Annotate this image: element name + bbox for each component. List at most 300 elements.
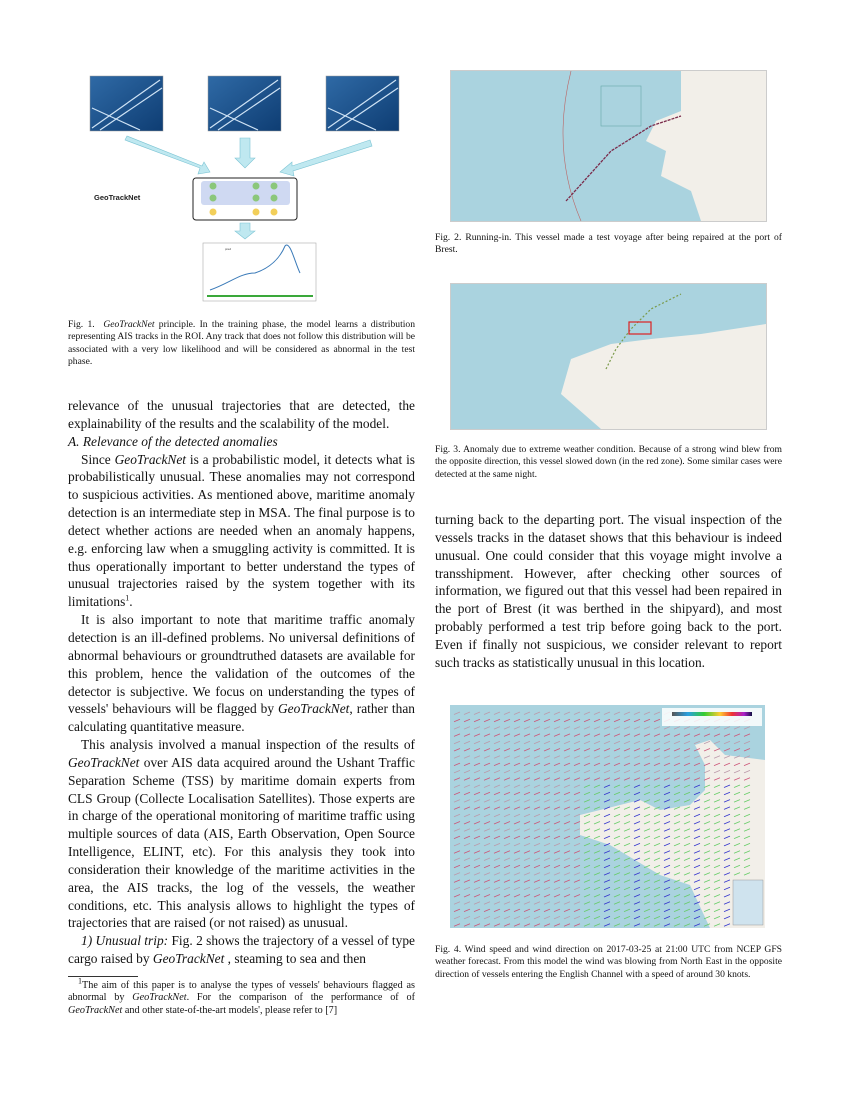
wind-barb: [474, 895, 480, 898]
wind-barb: [574, 836, 580, 839]
wind-barb: [574, 822, 580, 825]
wind-barb: [554, 785, 560, 788]
wind-barb: [684, 778, 690, 781]
wind-barb: [464, 829, 470, 832]
wind-barb: [644, 887, 650, 890]
wind-barb: [474, 916, 480, 919]
wind-barb: [484, 792, 490, 795]
wind-barb: [464, 880, 470, 883]
wind-barb: [594, 873, 600, 876]
wind-barb: [474, 843, 480, 846]
chart-legend: pred: [225, 247, 232, 251]
wind-barb: [494, 902, 500, 905]
wind-barb: [594, 851, 600, 854]
wind-barb: [634, 902, 640, 905]
wind-barb: [534, 887, 540, 890]
wind-barb: [604, 734, 610, 737]
wind-barb: [634, 895, 640, 898]
wind-barb: [554, 770, 560, 773]
wind-barb: [484, 858, 490, 861]
wind-barb: [584, 843, 590, 846]
wind-barb: [724, 734, 730, 737]
wind-barb: [454, 814, 460, 817]
wind-barb: [594, 909, 600, 912]
wind-barb: [524, 712, 530, 715]
wind-barb: [624, 924, 630, 927]
wind-barb: [564, 822, 570, 825]
wind-barb: [654, 741, 660, 744]
wind-barb: [594, 727, 600, 730]
wind-barb: [544, 734, 550, 737]
wind-barb: [564, 712, 570, 715]
wind-barb: [544, 916, 550, 919]
wind-barb: [534, 843, 540, 846]
wind-barb: [514, 822, 520, 825]
wind-barb: [484, 814, 490, 817]
wind-barb: [494, 770, 500, 773]
wind-barb: [644, 763, 650, 766]
wind-barb: [484, 734, 490, 737]
wind-barb: [644, 873, 650, 876]
wind-barb: [634, 734, 640, 737]
wind-barb: [534, 770, 540, 773]
wind-barb: [664, 895, 670, 898]
figure-2-map: [450, 70, 767, 222]
wind-barb: [454, 873, 460, 876]
wind-barb: [534, 741, 540, 744]
wind-barb: [454, 712, 460, 715]
wind-barb: [504, 814, 510, 817]
wind-barb: [564, 865, 570, 868]
track-plot-2: [208, 76, 281, 131]
wind-barb: [684, 756, 690, 759]
wind-barb: [524, 865, 530, 868]
wind-barb: [494, 895, 500, 898]
wind-barb: [534, 785, 540, 788]
wind-barb: [484, 756, 490, 759]
wind-barb: [554, 763, 560, 766]
wind-barb: [644, 770, 650, 773]
wind-barb: [584, 785, 590, 788]
wind-barb: [664, 778, 670, 781]
wind-barb: [694, 727, 700, 730]
wind-barb: [514, 712, 520, 715]
wind-barb: [474, 792, 480, 795]
wind-barb: [494, 741, 500, 744]
wind-barb: [584, 770, 590, 773]
wind-barb: [504, 916, 510, 919]
paragraph: turning back to the departing port. The visual inspection of the vessels tracks in the dataset shows that this behaviour is indeed unusual. One could consider that this voyage might involve a transshipment. However, after checking other sources of information, we figured out that this vessel had been repaired in the port of Brest (it was berthed in the shipyard), and most probably performed a test trip before going back to the port. Even if finally not suspicious, we consider relevant to report such tracks as statistically unusual in this location.: [435, 512, 782, 670]
wind-barb: [514, 895, 520, 898]
wind-barb: [504, 836, 510, 839]
wind-barb: [534, 807, 540, 810]
wind-barb: [494, 756, 500, 759]
wind-barb: [604, 909, 610, 912]
wind-barb: [574, 756, 580, 759]
arrow-icon: [125, 136, 210, 174]
wind-barb: [544, 807, 550, 810]
figure-1-caption: Fig. 1. GeoTrackNet principle. In the training phase, the model learns a distribution representing AIS tracks in the ROI. Any track that does not follow this distribution will be associated with a very low likelihood and will be considered as abnormal in the test phase.: [68, 319, 415, 367]
wind-barb: [494, 887, 500, 890]
wind-barb: [614, 770, 620, 773]
wind-barb: [474, 814, 480, 817]
wind-barb: [454, 924, 460, 927]
paragraph: 1) Unusual trip: Fig. 2 shows the trajectory of a vessel of type cargo raised by GeoTrackNet , steaming to sea and then: [68, 933, 415, 967]
wind-barb: [544, 814, 550, 817]
wind-barb: [584, 763, 590, 766]
wind-barb: [614, 712, 620, 715]
wind-barb: [544, 756, 550, 759]
wind-barb: [564, 887, 570, 890]
wind-barb: [684, 785, 690, 788]
wind-barb: [454, 719, 460, 722]
wind-barb: [654, 727, 660, 730]
wind-barb: [564, 756, 570, 759]
wind-barb: [574, 719, 580, 722]
wind-barb: [694, 770, 700, 773]
wind-barb: [554, 895, 560, 898]
wind-barb: [624, 727, 630, 730]
wind-barb: [654, 778, 660, 781]
wind-barb: [454, 792, 460, 795]
wind-barb: [484, 829, 490, 832]
wind-barb: [504, 880, 510, 883]
wind-barb: [544, 741, 550, 744]
wind-barb: [584, 858, 590, 861]
wind-barb: [524, 792, 530, 795]
wind-barb: [694, 741, 700, 744]
wind-barb: [644, 727, 650, 730]
wind-barb: [694, 916, 700, 919]
wind-barb: [614, 792, 620, 795]
wind-barb: [634, 756, 640, 759]
wind-barb: [694, 909, 700, 912]
wind-barb: [564, 749, 570, 752]
wind-barb: [614, 785, 620, 788]
wind-barb: [504, 865, 510, 868]
wind-barb: [504, 727, 510, 730]
wind-barb: [504, 800, 510, 803]
wind-barb: [464, 785, 470, 788]
wind-barb: [534, 814, 540, 817]
wind-barb: [574, 800, 580, 803]
wind-barb: [474, 749, 480, 752]
wind-barb: [554, 756, 560, 759]
wind-barb: [554, 734, 560, 737]
wind-barb: [544, 909, 550, 912]
figure-4-caption: Fig. 4. Wind speed and wind direction on 2017-03-25 at 21:00 UTC from NCEP GFS weather forecast. From this model the wind was blowing from North East in the opposite direction of vessels entering the English Channel with a speed of around 30 knots.: [435, 944, 782, 980]
wind-barb: [614, 873, 620, 876]
wind-barb: [474, 902, 480, 905]
wind-barb: [514, 734, 520, 737]
wind-barb: [614, 778, 620, 781]
wind-barb: [544, 865, 550, 868]
wind-barb: [524, 822, 530, 825]
wind-barb: [644, 734, 650, 737]
wind-barb: [544, 770, 550, 773]
wind-barb: [544, 785, 550, 788]
wind-barb: [584, 865, 590, 868]
wind-barb: [514, 770, 520, 773]
wind-barb: [484, 916, 490, 919]
wind-barb: [674, 909, 680, 912]
wind-barb: [544, 778, 550, 781]
wind-barb: [554, 880, 560, 883]
wind-barb: [634, 880, 640, 883]
wind-barb: [594, 712, 600, 715]
wind-barb: [554, 851, 560, 854]
wind-barb: [504, 763, 510, 766]
wind-barb: [514, 865, 520, 868]
wind-barb: [564, 763, 570, 766]
wind-barb: [634, 741, 640, 744]
wind-barb: [644, 880, 650, 883]
wind-barb: [574, 807, 580, 810]
wind-barb: [514, 851, 520, 854]
wind-barb: [484, 778, 490, 781]
wind-barb: [694, 734, 700, 737]
wind-barb: [544, 843, 550, 846]
wind-barb: [614, 924, 620, 927]
wind-barb: [494, 734, 500, 737]
wind-barb: [714, 741, 720, 744]
wind-barb: [714, 734, 720, 737]
wind-barb: [524, 756, 530, 759]
wind-barb: [624, 895, 630, 898]
wind-barb: [674, 792, 680, 795]
wind-barb: [624, 741, 630, 744]
wind-barb: [514, 916, 520, 919]
wind-barb: [604, 858, 610, 861]
wind-barb: [574, 880, 580, 883]
wind-barb: [524, 895, 530, 898]
wind-barb: [674, 924, 680, 927]
wind-barb: [674, 895, 680, 898]
wind-barb: [674, 916, 680, 919]
wind-barb: [574, 770, 580, 773]
wind-barb: [524, 880, 530, 883]
paragraph: It is also important to note that maritime traffic anomaly detection is an ill-defined problems. No universal definitions of abnormal behaviours or groundtruthed datasets are available for this problem, hence the validation of the outcomes of the detector is subjective. We focus on understanding the types of vessels' behaviours will be flagged by GeoTrackNet, rather than calculating quantitative measure.: [68, 612, 415, 735]
wind-barb: [594, 924, 600, 927]
wind-barb: [554, 829, 560, 832]
wind-barb: [564, 770, 570, 773]
wind-barb: [734, 741, 740, 744]
wind-barb: [664, 887, 670, 890]
wind-barb: [624, 719, 630, 722]
wind-barb: [594, 792, 600, 795]
wind-barb: [584, 800, 590, 803]
wind-barb: [544, 792, 550, 795]
wind-barb: [614, 763, 620, 766]
wind-barb: [484, 836, 490, 839]
wind-barb: [574, 785, 580, 788]
wind-barb: [464, 909, 470, 912]
wind-barb: [584, 756, 590, 759]
wind-barb: [674, 800, 680, 803]
wind-barb: [534, 719, 540, 722]
wind-barb: [654, 734, 660, 737]
wind-barb: [604, 749, 610, 752]
wind-barb: [534, 778, 540, 781]
wind-barb: [564, 873, 570, 876]
wind-barb: [454, 749, 460, 752]
wind-barb: [644, 924, 650, 927]
wind-barb: [584, 887, 590, 890]
wind-barb: [494, 916, 500, 919]
wind-barb: [624, 800, 630, 803]
wind-barb: [524, 916, 530, 919]
wind-barb: [524, 785, 530, 788]
wind-barb: [564, 902, 570, 905]
wind-barb: [514, 829, 520, 832]
wind-barb: [554, 916, 560, 919]
wind-barb: [634, 887, 640, 890]
wind-barb: [604, 887, 610, 890]
arrow-icon: [235, 138, 255, 168]
wind-barb: [514, 887, 520, 890]
wind-barb: [474, 778, 480, 781]
wind-barb: [624, 763, 630, 766]
wind-barb: [534, 836, 540, 839]
wind-barb: [514, 785, 520, 788]
wind-barb: [574, 895, 580, 898]
wind-barb: [604, 741, 610, 744]
wind-barb: [684, 902, 690, 905]
wind-barb: [564, 909, 570, 912]
wind-barb: [664, 785, 670, 788]
wind-barb: [554, 792, 560, 795]
wind-barb: [644, 785, 650, 788]
wind-barb: [574, 887, 580, 890]
wind-barb: [554, 873, 560, 876]
wind-barb: [694, 924, 700, 927]
wind-barb: [474, 822, 480, 825]
wind-barb: [554, 887, 560, 890]
wind-barb: [494, 843, 500, 846]
wind-barb: [604, 756, 610, 759]
wind-barb: [564, 719, 570, 722]
wind-barb: [664, 734, 670, 737]
wind-barb: [654, 719, 660, 722]
wind-barb: [574, 814, 580, 817]
wind-barb: [454, 865, 460, 868]
wind-barb: [674, 756, 680, 759]
wind-barb: [674, 763, 680, 766]
wind-barb: [564, 792, 570, 795]
wind-barb: [544, 887, 550, 890]
wind-barb: [604, 727, 610, 730]
wind-barb: [474, 785, 480, 788]
wind-barb: [604, 902, 610, 905]
wind-barb: [454, 902, 460, 905]
wind-barb: [464, 763, 470, 766]
wind-barb: [614, 727, 620, 730]
wind-barb: [544, 895, 550, 898]
wind-barb: [614, 887, 620, 890]
wind-barb: [534, 829, 540, 832]
wind-barb: [634, 778, 640, 781]
wind-barb: [554, 909, 560, 912]
wind-barb: [694, 792, 700, 795]
wind-barb: [624, 792, 630, 795]
wind-barb: [544, 880, 550, 883]
wind-barb: [464, 756, 470, 759]
wind-barb: [454, 851, 460, 854]
wind-barb: [454, 829, 460, 832]
wind-barb: [724, 749, 730, 752]
wind-barb: [654, 800, 660, 803]
wind-barb: [484, 924, 490, 927]
wind-barb: [584, 873, 590, 876]
wind-barb: [554, 902, 560, 905]
wind-barb: [484, 770, 490, 773]
wind-barb: [574, 858, 580, 861]
wind-barb: [554, 843, 560, 846]
wind-barb: [624, 873, 630, 876]
wind-barb: [594, 887, 600, 890]
wind-barb: [484, 712, 490, 715]
wind-barb: [494, 763, 500, 766]
wind-barb: [684, 887, 690, 890]
wind-barb: [684, 770, 690, 773]
wind-barb: [454, 916, 460, 919]
wind-barb: [474, 741, 480, 744]
wind-barb: [674, 902, 680, 905]
wind-barb: [604, 770, 610, 773]
wind-barb: [484, 895, 490, 898]
wind-barb: [474, 734, 480, 737]
wind-barb: [584, 924, 590, 927]
wind-barb: [504, 902, 510, 905]
wind-barb: [614, 719, 620, 722]
wind-barb: [664, 756, 670, 759]
wind-barb: [594, 902, 600, 905]
wind-barb: [494, 727, 500, 730]
wind-barb: [524, 836, 530, 839]
wind-barb: [464, 902, 470, 905]
wind-barb: [474, 858, 480, 861]
wind-barb: [454, 756, 460, 759]
wind-barb: [534, 909, 540, 912]
wind-barb: [574, 763, 580, 766]
geotracknet-label: GeoTrackNet: [94, 193, 141, 202]
wind-barb: [634, 770, 640, 773]
wind-barb: [504, 741, 510, 744]
wind-barb: [564, 807, 570, 810]
wind-barb: [504, 792, 510, 795]
wind-barb: [664, 924, 670, 927]
wind-barb: [484, 822, 490, 825]
wind-barb: [624, 916, 630, 919]
wind-barb: [474, 836, 480, 839]
wind-barb: [664, 792, 670, 795]
wind-barb: [454, 727, 460, 730]
wind-barb: [454, 807, 460, 810]
wind-barb: [574, 712, 580, 715]
wind-barb: [614, 741, 620, 744]
wind-barb: [494, 807, 500, 810]
wind-barb: [554, 865, 560, 868]
wind-barb: [664, 880, 670, 883]
wind-barb: [624, 902, 630, 905]
wind-barb: [534, 727, 540, 730]
wind-barb: [494, 880, 500, 883]
colorbar-legend: [662, 708, 762, 726]
wind-barb: [574, 829, 580, 832]
wind-barb: [584, 719, 590, 722]
wind-barb: [654, 924, 660, 927]
wind-barb: [624, 909, 630, 912]
